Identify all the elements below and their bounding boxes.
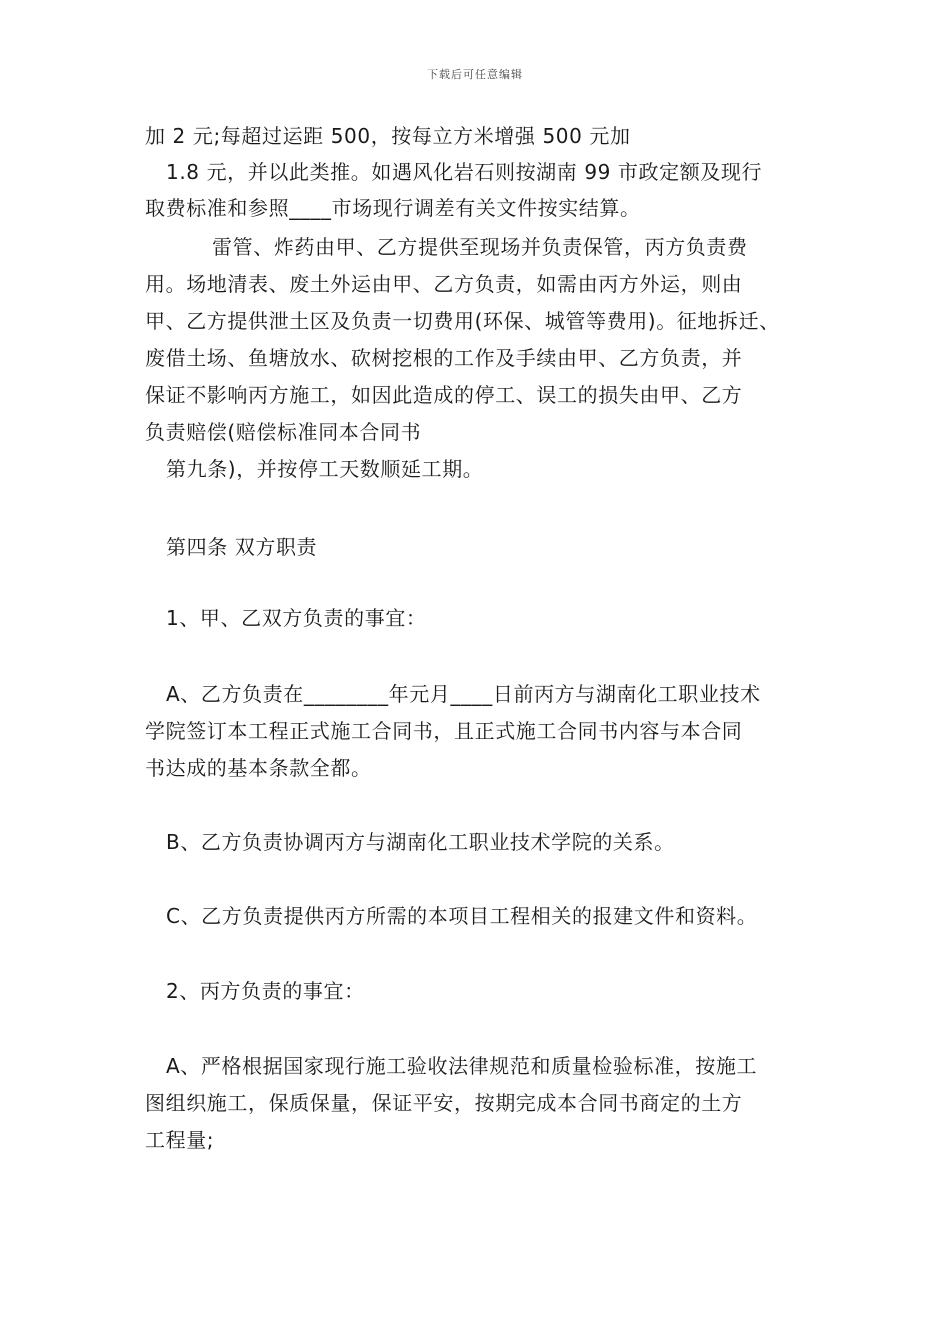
text-line: 废借土场、鱼塘放水、砍树挖根的工作及手续由甲、乙方负责，并	[145, 346, 743, 370]
text-line: 第九条)，并按停工天数顺延工期。	[166, 457, 484, 481]
subsection-heading: 1、甲、乙双方负责的事宜：	[166, 606, 427, 630]
text-line: 取费标准和参照____市场现行调差有关文件按实结算。	[145, 196, 641, 220]
text-line: A、乙方负责在________年元月____日前丙方与湖南化工职业技术	[166, 682, 761, 706]
section-heading: 第四条 双方职责	[166, 535, 318, 559]
page-header: 下载后可任意编辑	[427, 68, 523, 81]
text-line: 甲、乙方提供泄土区及负责一切费用(环保、城管等费用)。征地拆迁、	[145, 309, 780, 333]
text-line: 雷管、炸药由甲、乙方提供至现场并负责保管，丙方负责费	[212, 235, 748, 259]
text-line: 加 2 元;每超过运距 500，按每立方米增强 500 元加	[145, 124, 631, 148]
text-line: 1.8 元，并以此类推。如遇风化岩石则按湖南 99 市政定额及现行	[166, 160, 763, 184]
text-line: 学院签订本工程正式施工合同书，且正式施工合同书内容与本合同	[145, 719, 743, 743]
subsection-heading: 2、丙方负责的事宜：	[166, 979, 365, 1003]
text-line: 负责赔偿(赔偿标准同本合同书	[145, 420, 422, 444]
text-line: 保证不影响丙方施工，如因此造成的停工、误工的损失由甲、乙方	[145, 383, 743, 407]
text-line: 用。场地清表、废土外运由甲、乙方负责，如需由丙方外运，则由	[145, 272, 743, 296]
text-line: B、乙方负责协调丙方与湖南化工职业技术学院的关系。	[166, 830, 675, 854]
text-line: 书达成的基本条款全都。	[145, 756, 372, 780]
text-line: 工程量;	[145, 1128, 215, 1152]
text-line: 图组织施工，保质保量，保证平安，按期完成本合同书商定的土方	[145, 1091, 743, 1115]
text-line: A、严格根据国家现行施工验收法律规范和质量检验标准，按施工	[166, 1054, 758, 1078]
text-line: C、乙方负责提供丙方所需的本项目工程相关的报建文件和资料。	[166, 904, 758, 928]
